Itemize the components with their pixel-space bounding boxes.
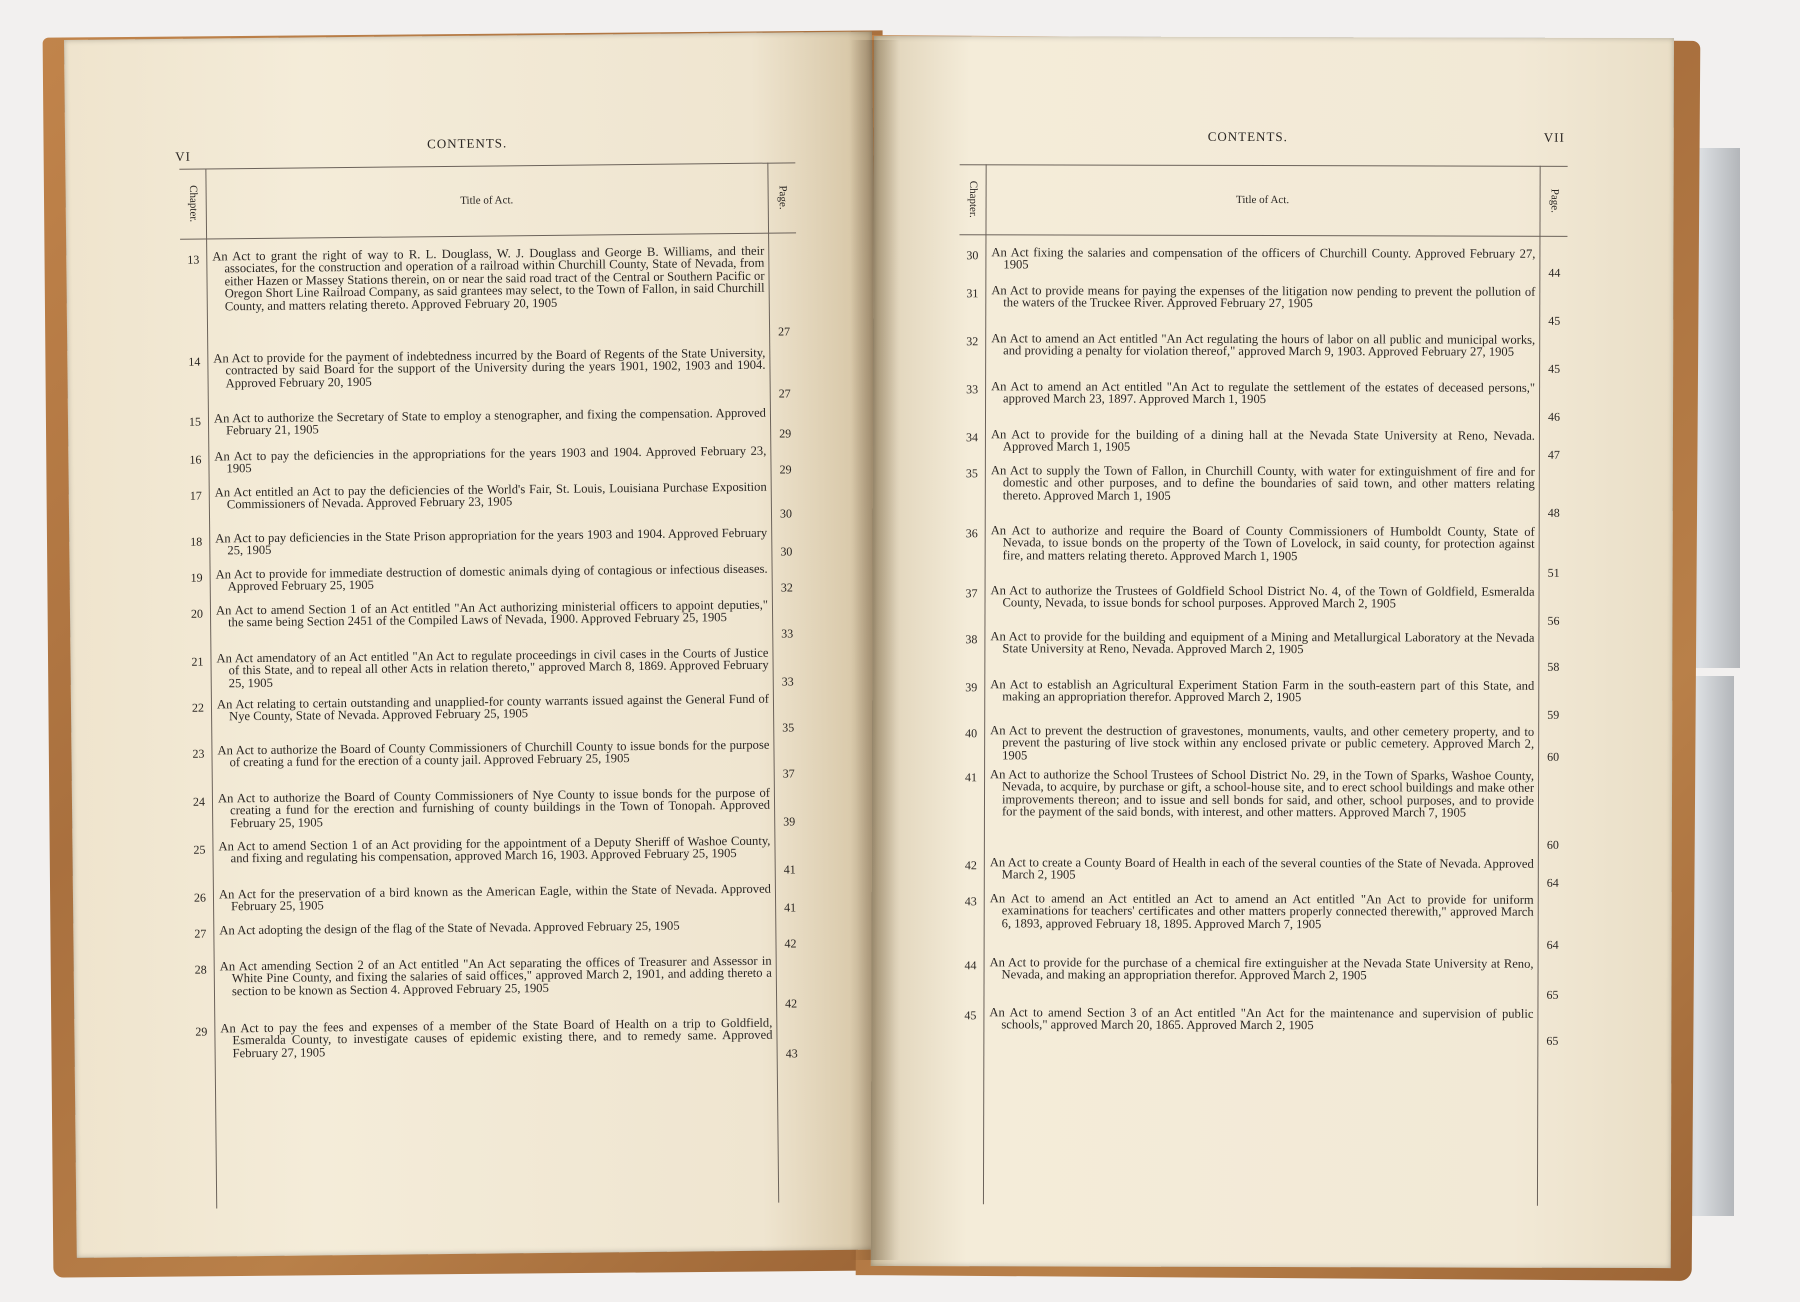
- contents-entry: [959, 284, 1567, 330]
- chapter-number: 31: [966, 286, 979, 301]
- contents-entry: [183, 480, 799, 528]
- act-title: An Act adopting the design of the flag of the State of Nevada. Approved February 25, 1905: [219, 918, 680, 938]
- act-title: An Act to amend Section 3 of an Act entitled "An Act for the maintenance and supervision of public schools," approved March 20, 1865. Approved March 2, 1905: [989, 1005, 1534, 1033]
- contents-entry: [184, 598, 800, 648]
- act-title: An Act to pay the fees and expenses of a member of the State Board of Health on a trip to Goldfield, Esmeralda County, to investigate causes of epidemic existing there, and to remedy same. Approved February 27, 1905: [220, 1015, 773, 1061]
- contents-entry: [957, 1006, 1565, 1050]
- chapter-number: 44: [964, 958, 977, 973]
- act-title: An Act to provide for the building of a dining hall at the Nevada State University at Reno, Nevada. Approved March 1, 1905: [990, 427, 1535, 455]
- act-title: An Act for the preservation of a bird known as the American Eagle, within the State of Nevada. Approved February 25, 1905: [218, 881, 771, 914]
- page-reference: 27: [778, 386, 791, 401]
- act-title: An Act to authorize the Secretary of State to employ a stenographer, and fixing the compensation. Approved February 21, 1905: [213, 405, 767, 438]
- contents-entry: [185, 738, 801, 788]
- act-title: An Act to amend Section 1 of an Act providing for the appointment of a Deputy Sheriff of Washoe County, and fixing and regulating his compensation, approved March 16, 1903. Approved February 25, 1905: [218, 833, 771, 866]
- contents-entry: [187, 918, 803, 958]
- contents-entry: [184, 646, 800, 696]
- act-title: An Act to grant the right of way to R. L. Douglass, W. J. Douglass and George B. Williams, and their associates, for the construction and operation of a railroad within Churchill County, State of Nevada, from either Hazen or Massey Stations therein, on or near the said road tract of the Central or Southern Pacific or Oregon Short Line Railroad Company, as said grantees may select, to the Town of Fallon, in said Churchill County, and matters relating thereto. Approved February 20, 1905: [212, 243, 765, 313]
- page-reference: 43: [785, 1046, 798, 1061]
- page-reference: 56: [1547, 613, 1560, 628]
- act-title: An Act to pay the deficiencies in the appropriations for the years 1903 and 1904. Approved February 23, 1905: [214, 443, 767, 476]
- contents-entry: [186, 834, 802, 884]
- page-reference: 30: [780, 544, 793, 559]
- contents-entry: [182, 444, 798, 484]
- page-reference: 60: [1547, 749, 1560, 764]
- page-reference: 48: [1547, 505, 1560, 520]
- act-title: An Act to provide for the building and equipment of a Mining and Metallurgical Laboratory at the Nevada State University at Reno, Nevada. Approved March 2, 1905: [990, 629, 1535, 657]
- chapter-number: 34: [965, 430, 978, 445]
- contents-entry: [958, 856, 1566, 892]
- contents-entry: [957, 956, 1565, 1004]
- chapter-number: 45: [964, 1008, 977, 1023]
- act-title: An Act to establish an Agricultural Experiment Station Farm in the south-eastern part of this State, and making an appropriation therefor. Approved March 2, 1905: [990, 677, 1535, 705]
- act-title: An Act to provide for the purchase of a chemical fire extinguisher at the Nevada State University at Reno, Nevada, and making an appropriation therefor. Approved March 2, 1905: [989, 955, 1534, 983]
- chapter-number: 13: [187, 252, 200, 267]
- act-title: An Act fixing the salaries and compensation of the officers of Churchill County. Approved February 27, 1905: [991, 245, 1536, 272]
- page-reference: 33: [781, 626, 794, 641]
- act-title: An Act to authorize and require the Board of County Commissioners of Humboldt County, State of Nevada, to issue bonds on the property of the Town of Lovelock, in said county, for protection against fire, and matters relating thereto. Approved March 1, 1905: [990, 523, 1535, 563]
- chapter-number: 17: [189, 488, 202, 503]
- contents-entry: [959, 380, 1567, 426]
- contents-entry: [958, 724, 1566, 766]
- chapter-number: 24: [192, 794, 206, 809]
- page-reference: 47: [1547, 447, 1560, 462]
- column-header-page: Page.: [776, 185, 789, 210]
- chapter-number: 42: [964, 858, 977, 873]
- chapter-number: 22: [191, 700, 205, 715]
- chapter-number: 38: [965, 632, 978, 647]
- chapter-number: 40: [965, 726, 978, 741]
- chapter-number: 43: [964, 894, 977, 909]
- running-title: CONTENTS.: [427, 135, 508, 152]
- page-reference: 35: [782, 720, 795, 735]
- page-reference: 65: [1546, 987, 1559, 1002]
- page-reference: 39: [783, 814, 796, 829]
- chapter-number: 18: [190, 534, 203, 549]
- book-gutter: [850, 40, 900, 1260]
- act-title: An Act relating to certain outstanding and unapplied-for county warrants issued against the General Fund of Nye County, State of Nevada. Approved February 25, 1905: [216, 691, 770, 724]
- chapter-number: 26: [193, 890, 207, 905]
- contents-entry: [959, 246, 1567, 282]
- page-reference: 42: [784, 936, 797, 951]
- chapter-number: 16: [189, 452, 202, 467]
- chapter-number: 39: [965, 680, 978, 695]
- chapter-number: 36: [965, 526, 978, 541]
- page-reference: 29: [779, 462, 792, 477]
- act-title: An Act to authorize the Board of County Commissioners of Churchill County to issue bonds for the purpose of creating a fund for the erection of a county jail. Approved February 25, 1905: [217, 737, 770, 770]
- chapter-number: 41: [965, 770, 978, 785]
- chapter-number: 15: [188, 414, 202, 429]
- contents-entry: [187, 882, 803, 922]
- column-header-title: Title of Act.: [1236, 193, 1290, 207]
- chapter-number: 25: [193, 842, 206, 857]
- contents-entry: [958, 584, 1566, 630]
- page-reference: 65: [1546, 1033, 1559, 1048]
- contents-entry: [959, 464, 1567, 522]
- chapter-number: 32: [966, 334, 979, 349]
- column-header-chapter: Chapter.: [186, 185, 199, 223]
- chapter-number: 14: [188, 354, 201, 369]
- page-reference: 60: [1546, 837, 1559, 852]
- act-title: An Act to provide for immediate destruction of domestic animals dying of contagious or infectious diseases. Approved February 25, 1905: [215, 561, 768, 594]
- left-page: [64, 32, 885, 1258]
- act-title: An Act to prevent the destruction of gravestones, monuments, vaults, and other cemetery property, and to prevent the pasturing of live stock within any enclosed private or public cemetery. Approved March 2, 1905: [990, 723, 1535, 763]
- page-reference: 33: [781, 674, 794, 689]
- contents-entry: [959, 332, 1567, 378]
- page-reference: 46: [1547, 409, 1561, 424]
- chapter-number: 27: [194, 926, 207, 941]
- act-title: An Act to provide means for paying the expenses of the litigation now pending to prevent the pollution of the waters of the Truckee River. Approved February 27, 1905: [991, 283, 1536, 311]
- page-reference: 44: [1548, 265, 1561, 280]
- chapter-number: 35: [965, 466, 978, 481]
- chapter-number: 23: [192, 746, 205, 761]
- act-title: An Act amending Section 2 of an Act entitled "An Act separating the offices of Treasurer and Assessor in White Pine County, and fixing the salaries of said offices," approved March 2, 1901, and adding thereto a section to be known as Section 4. Approved February 25, 1905: [219, 953, 772, 999]
- contents-entry: [182, 406, 798, 448]
- page-reference: 59: [1547, 707, 1560, 722]
- contents-table: [179, 162, 806, 1208]
- column-header-chapter: Chapter.: [966, 180, 979, 218]
- chapter-number: 37: [965, 586, 978, 601]
- contents-entry: [958, 892, 1566, 954]
- act-title: An Act to amend an Act entitled "An Act to regulate the settlement of the estates of deceased persons," approved March 23, 1897. Approved March 1, 1905: [991, 379, 1536, 407]
- page-reference: 41: [784, 900, 797, 915]
- chapter-number: 28: [194, 962, 207, 977]
- contents-entry: [188, 954, 805, 1018]
- act-title: An Act amendatory of an Act entitled "An Act to regulate proceedings in civil cases in the Courts of Justice of this State, and to repeal all other Acts in relation thereto," approved March 8, 1869. Approved February 25, 1905: [216, 645, 769, 691]
- page-reference: 41: [783, 862, 796, 877]
- contents-entry: [959, 524, 1567, 582]
- contents-entry: [186, 786, 802, 836]
- page-reference: 32: [780, 580, 793, 595]
- contents-entry: [188, 1016, 804, 1068]
- chapter-number: 33: [966, 382, 979, 397]
- page-reference: 37: [782, 766, 795, 781]
- contents-entry: [958, 678, 1566, 724]
- page-reference: 58: [1547, 659, 1560, 674]
- act-title: An Act entitled an Act to pay the deficiencies of the World's Fair, St. Louis, Louisiana Purchase Exposition Commissioners of Nevada. Approved February 23, 1905: [214, 479, 767, 512]
- contents-entry: [181, 346, 798, 408]
- contents-entry: [180, 244, 797, 346]
- page-reference: 64: [1546, 937, 1559, 952]
- act-title: An Act to authorize the Trustees of Goldfield School District No. 4, of the Town of Goldfield, Esmeralda County, Nevada, to issue bonds for school purposes. Approved March 2, 1905: [990, 583, 1535, 611]
- contents-entry: [958, 630, 1566, 676]
- contents-entry: [958, 768, 1566, 854]
- chapter-number: 20: [190, 606, 204, 621]
- contents-entry: [184, 562, 800, 602]
- chapter-number: 19: [190, 570, 203, 585]
- right-page: [871, 36, 1674, 1268]
- act-title: An Act to amend an Act entitled "An Act regulating the hours of labor on all public and municipal works, and providing a penalty for violation thereof," approved March 9, 1903. Approved February 27, 1905: [991, 331, 1536, 360]
- act-title: An Act to authorize the Board of County Commissioners of Nye County to issue bonds for the purpose of creating a fund for the erection and furnishing of county buildings in the Town of Tonopah. Approved February 25, 1905: [217, 785, 771, 831]
- chapter-number: 30: [966, 248, 979, 263]
- page-reference: 30: [779, 506, 793, 521]
- act-title: An Act to pay deficiencies in the State Prison appropriation for the years 1903 and 1904. Approved February 25, 1905: [215, 525, 768, 558]
- page-reference: 51: [1547, 565, 1560, 580]
- page-reference: 45: [1548, 313, 1561, 328]
- page-reference: 64: [1546, 875, 1559, 890]
- page-reference: 27: [778, 324, 791, 339]
- contents-entry: [185, 692, 801, 742]
- contents-entry: [959, 428, 1567, 464]
- running-title: CONTENTS.: [1207, 128, 1288, 145]
- act-title: An Act to create a County Board of Health in each of the several counties of the State of Nevada. Approved March 2, 1905: [989, 855, 1534, 882]
- act-title: An Act to provide for the payment of indebtedness incurred by the Board of Regents of the State University, contracted by said Board for the support of the University during the years 1901, 1902, 1903 and 1904. Approved February 20, 1905: [213, 345, 766, 391]
- contents-table: [957, 164, 1568, 1206]
- column-header-page: Page.: [1548, 188, 1561, 213]
- act-title: An Act to authorize the School Trustees of School District No. 29, in the Town of Sparks, Washoe County, Nevada, to acquire, by purchase or gift, a school-house site, and to erect school buildings and make other improvements thereon; and to issue and sell bonds for said, and other, school purposes, and to provide for the payment of the said bonds, with interest, and other matters. Approved March 7, 1905: [990, 767, 1535, 820]
- chapter-number: 29: [195, 1024, 208, 1039]
- chapter-number: 21: [191, 654, 204, 669]
- page-number: VII: [1543, 129, 1565, 145]
- column-header-title: Title of Act.: [460, 194, 514, 207]
- contents-entry: [183, 526, 799, 566]
- act-title: An Act to amend an Act entitled an Act to amend an Act entitled "An Act to provide for uniform examinations for teachers' certificates and other matters properly connected therewith," approved March 6, 1893, approved February 18, 1895. Approved March 7, 1905: [989, 891, 1534, 931]
- page-number: VI: [175, 148, 192, 164]
- act-title: An Act to supply the Town of Fallon, in Churchill County, with water for extinguishment of fire and for domestic and other purposes, and to define the boundaries of said town, and other matters relating thereto. Approved March 1, 1905: [990, 463, 1535, 503]
- page-reference: 42: [785, 996, 798, 1011]
- page-reference: 29: [779, 426, 792, 441]
- page-reference: 45: [1548, 361, 1561, 376]
- act-title: An Act to amend Section 1 of an Act entitled "An Act authorizing ministerial officers to appoint deputies," the same being Section 2451 of the Compiled Laws of Nevada, 1900. Approved February 25, 1905: [215, 597, 769, 630]
